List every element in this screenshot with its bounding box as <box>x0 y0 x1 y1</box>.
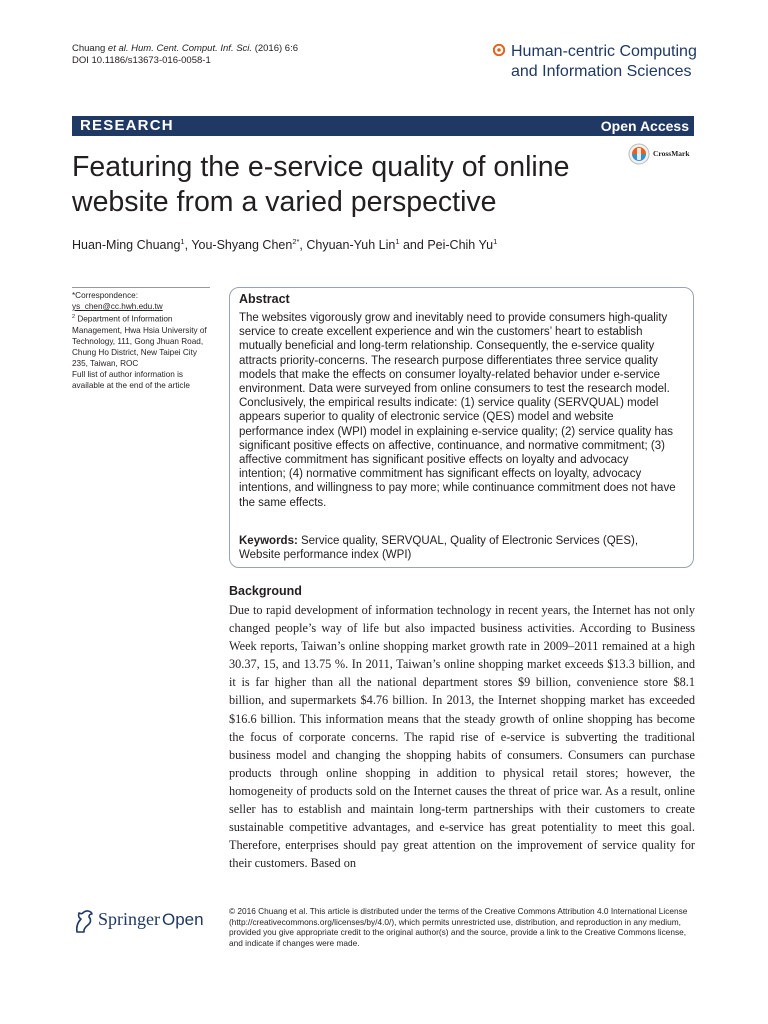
crossmark-label: CrossMark <box>653 149 690 158</box>
license-text: © 2016 Chuang et al. This article is distributed under the terms of the Creative Commons Attribution 4.0 International License (http://creativecommons.org/licenses/by/4.0/), which permits unrestricted use, distribution, and reproduction in any medium, provided you give appropriate credit to the original author(s) and the source, provide a link to the Creative Commons license, and indicate if changes were made. <box>229 906 688 948</box>
author-name[interactable]: Chyuan-Yuh Lin <box>306 238 396 253</box>
correspondence-sidebar <box>72 290 212 391</box>
sidebar-divider <box>72 287 210 288</box>
springer-open-logo <box>72 908 222 938</box>
article-title: Featuring the e-service quality of online website from a varied perspective <box>72 151 570 218</box>
background-heading: Background <box>229 584 302 598</box>
author-name[interactable]: Pei-Chih Yu <box>427 238 494 253</box>
correspondence-email[interactable]: ys_chen@cc.hwh.edu.tw <box>72 302 163 311</box>
open-access-label: Open Access <box>600 118 689 134</box>
section-label: RESEARCH <box>80 117 174 134</box>
author-affiliation-mark: 2* <box>292 237 300 246</box>
keywords-label: Keywords: <box>239 535 298 547</box>
author-affiliation-mark: 1 <box>493 237 498 246</box>
correspondence-label: *Correspondence: <box>72 291 138 300</box>
crossmark-icon <box>628 143 650 165</box>
journal-name: Human-centric Computing and Information Sciences <box>511 43 697 80</box>
background-text: Due to rapid development of information technology in recent years, the Internet has not only changed people’s way of life but also impacted business activities. According to Business Week reports, Taiwan’s online shopping market growth rate in 2009–2011 remained at a high 30.37, 15, and 13.75 %. In 2011, Taiwan’s online shopping market exceeds $13.3 billion, and it is far higher than all the national department stores $9 billion, convenience store $8.1 billion, and supermarkets $4.76 billion. In 2013, the Internet shopping market has exceeded $16.6 billion. This information means that the steady growth of online shopping has become the focus of corporate concerns. The rapid rise of e-service is subverting the traditional business model and changing the shopping habits of consumers. Consumers can purchase products through online shopping in addition to physical retail stores; however, the homogeneity of products sold on the Internet causes the threat of price war. As a result, online seller has to establish and maintain long-term partnerships with their customers to create sustainable competitive advantages, and e-service has great potentiality to meet this goal. Therefore, enterprises should pay great attention on the improvement of service quality for their customers. Based on <box>229 603 695 871</box>
doi: DOI 10.1186/s13673-016-0058-1 <box>72 55 211 66</box>
affiliation: $^2$ Department of Information Management, Hwa Hsia University of Technology, 111, Gong Jhuan Road, Chung Ho District, New Taipei City 235, Taiwan, ROC <box>72 314 207 368</box>
journal-emblem-icon <box>493 44 505 56</box>
abstract-box <box>229 287 694 568</box>
author-affiliation-mark: 1 <box>395 237 400 246</box>
author-list: Huan-Ming Chuang$^1$, You-Shyang Chen$^{2*}$, Chyuan-Yuh Lin$^1$ and Pei-Chih Yu$^1$ <box>72 237 498 253</box>
keywords-list: Service quality, SERVQUAL, Quality of Electronic Services (QES), Website performance index (WPI) <box>239 535 639 562</box>
section-banner <box>72 116 694 136</box>
keywords <box>239 534 679 562</box>
author-name[interactable]: You-Shyang Chen <box>191 238 293 253</box>
publisher-name: Springer Open <box>98 909 204 929</box>
author-affiliation-mark: 1 <box>180 237 185 246</box>
citation-block <box>72 43 298 67</box>
abstract-text: The websites vigorously grow and inevitably need to provide consumers high-quality service to create excellent experience and win the customers’ heart to establish mutually beneficial and long-term relationship. Consequently, the e-service quality attracts priority-concerns. The research purpose differentiates three service quality models that make the effects on consumer loyalty-related behavior under e-service environment. Data were surveyed from online consumers to test the research model. Conclusively, the empirical results indicate: (1) service quality (SERVQUAL) model appears superior to quality of electronic service (QES) model and website performance index (WPI) model in explaining e-service quality; (2) service quality has significant positive effects on affective, continuance, and normative commitment; (3) affective commitment has significant positive effects on loyalty and advocacy intention; (4) normative commitment has significant effects on loyalty, advocacy intentions, and willingness to pay more; while continuance commitment does not have the same effects. <box>239 312 676 509</box>
crossmark-badge[interactable] <box>628 143 698 167</box>
citation-line: Chuang et al. Hum. Cent. Comput. Inf. Sci. (2016) 6:6 <box>72 43 299 54</box>
abstract-heading: Abstract <box>239 292 290 306</box>
full-list-note: Full list of author information is available at the end of the article <box>72 369 190 390</box>
springer-horse-icon <box>72 908 94 934</box>
author-name[interactable]: Huan-Ming Chuang <box>72 238 181 253</box>
